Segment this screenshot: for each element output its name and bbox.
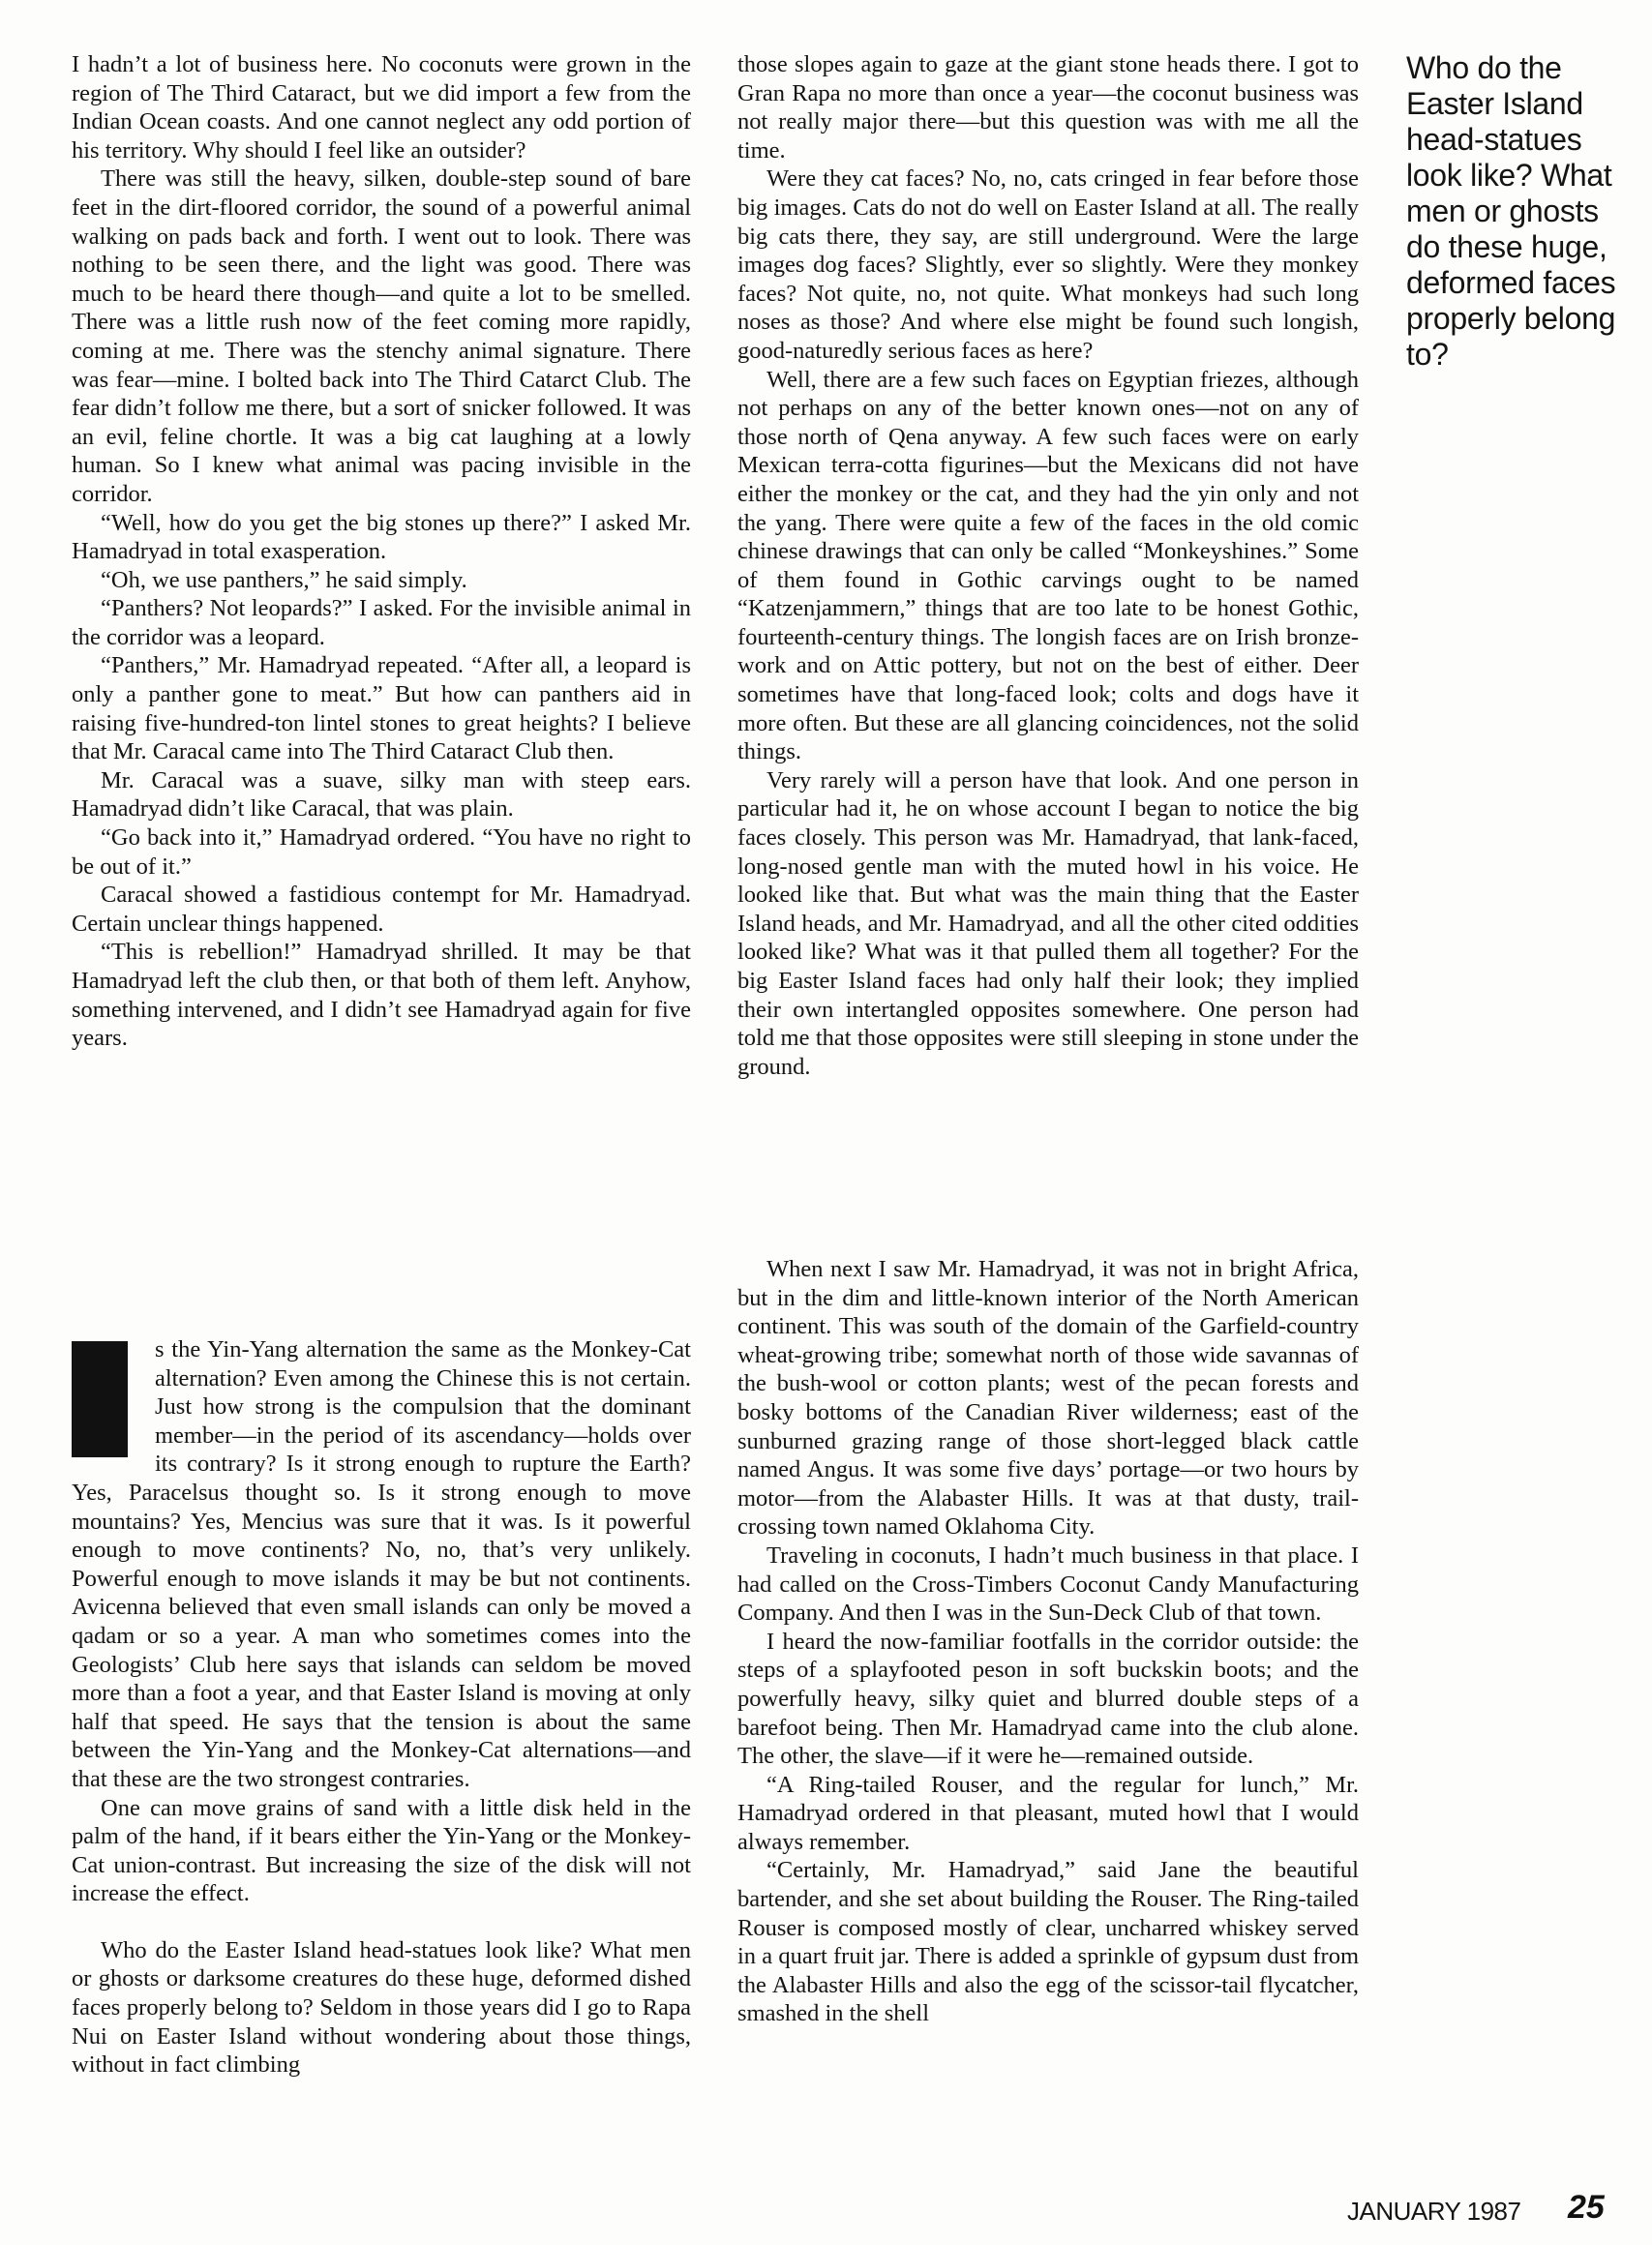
paragraph: “Panthers,” Mr. Hamadryad repeated. “After all, a leopard is only a panther gone to meat.” But how can panthers aid in raising five-hundred-ton lintel stones to great heights? I believe that Mr. Caracal came into The Third Cataract Club then.: [72, 652, 691, 765]
paragraph: Mr. Caracal was a suave, silky man with steep ears. Hamadryad didn’t like Caracal, that was plain.: [72, 766, 691, 823]
paragraph: Caracal showed a fastidious contempt for Mr. Hamadryad. Certain unclear things happened.: [72, 882, 691, 937]
paragraph: I heard the now-familiar footfalls in the corridor outside: the steps of a splayfooted peson in soft buckskin boots; and the powerfully heavy, silky quiet and blurred double steps of a barefoot being. Then Mr. Hamadryad came into the club alone. The other, the slave—if it were he—remained outside.: [737, 1628, 1359, 1770]
middle-column: [737, 50, 1359, 1081]
page-number: 25: [1568, 2189, 1605, 2226]
middle-column-lower: [737, 1255, 1359, 2028]
paragraph: “Go back into it,” Hamadryad ordered. “You have no right to be out of it.”: [72, 824, 691, 880]
paragraph: s the Yin-Yang alternation the same as the Monkey-Cat alternation? Even among the Chinese this is not certain. Just how strong is the compulsion that the dominant member—in the period of its ascendancy—holds over its contrary? Is it strong enough to rupture the Earth? Yes, Paracelsus thought so. Is it strong enough to move mountains? Yes, Mencius was sure that it was. Is it powerful enough to move continents? No, no, that’s very unlikely. Powerful enough to move islands it may be but not continents. Avicenna believed that even small islands can only be moved a qadam or so a year. A man who sometimes comes into the Geologists’ Club here says that islands can seldom be moved more than a foot a year, and that Easter Island is moving at only half that speed. He says that the tension is about the same between the Yin-Yang and the Monkey-Cat alternations—and that these are the two strongest contraries.: [72, 1336, 691, 1792]
paragraph: “Well, how do you get the big stones up there?” I asked Mr. Hamadryad in total exasperation.: [72, 509, 691, 565]
issue-date: JANUARY 1987: [1347, 2197, 1521, 2226]
paragraph: When next I saw Mr. Hamadryad, it was not in bright Africa, but in the dim and little-known interior of the North American continent. This was south of the domain of the Garfield-country wheat-growing tribe; somewhat north of those wide savannas of the bush-wool or cotton plants; west of the pecan forests and bosky bottoms of the Canadian River wilderness; east of the sunburned grazing range of those short-legged black cattle named Angus. It was some five days’ portage—or two hours by motor—from the Alabaster Hills. It was at that dusty, trail-crossing town named Oklahoma City.: [737, 1256, 1359, 1541]
paragraph: There was still the heavy, silken, double-step sound of bare feet in the dirt-floored corridor, the sound of a powerful animal walking on pads back and forth. I went out to look. There was nothing to be seen there, and the light was good. There was much to be heard there though—and quite a lot to be smelled. There was a little rush now of the feet coming more rapidly, coming at me. There was the stenchy animal signature. There was fear—mine. I bolted back into The Third Catarct Club. The fear didn’t follow me there, but a sort of snicker followed. It was an evil, feline chortle. It was a big cat laughing at a lowly human. So I knew what animal was pacing invisible in the corridor.: [72, 165, 691, 507]
paragraph: Well, there are a few such faces on Egyptian friezes, although not perhaps on any of the better known ones—not on any of those north of Qena anyway. A few such faces were on early Mexican terra-cotta figurines—but the Mexicans did not have either the monkey or the cat, and they had the yin only and not the yang. There were quite a few of the faces in the old comic chinese drawings that can only be called “Monkeyshines.” Some of them found in Gothic carvings ought to be named “Katzenjammern,” things that are too late to be honest Gothic, fourteenth-century things. The longish faces are on Irish bronze-work and on Attic pottery, but not on the best of either. Deer sometimes have that long-faced look; colts and dogs have it more often. But these are all glancing coincidences, not the solid things.: [737, 366, 1359, 765]
paragraph: One can move grains of sand with a little disk held in the palm of the hand, if it bears either the Yin-Yang or the Monkey-Cat union-contrast. But increasing the size of the disk will not increase the effect.: [72, 1794, 691, 1907]
paragraph: Very rarely will a person have that look. And one person in particular had it, he on whose account I began to notice the big faces closely. This person was Mr. Hamadryad, that lank-faced, long-nosed gentle man with the muted howl in his voice. He looked like that. But what was the main thing that the Easter Island heads, and Mr. Hamadryad, and all the other cited oddities looked like? What was it that pulled them all together? For the big Easter Island faces had only half their look; they implied their own intertangled opposites somewhere. One person had told me that those opposites were still sleeping in stone under the ground.: [737, 766, 1359, 1080]
paragraph: “This is rebellion!” Hamadryad shrilled. It may be that Hamadryad left the club then, or that both of them left. Anyhow, something intervened, and I didn’t see Hamadryad again for five years.: [72, 939, 691, 1052]
paragraph: Who do the Easter Island head-statues look like? What men or ghosts or darksome creatures do these huge, deformed dished faces properly belong to? Seldom in those years did I go to Rapa Nui on Easter Island without wondering about those things, without in fact climbing: [72, 1936, 691, 2079]
paragraph: Traveling in coconuts, I hadn’t much business in that place. I had called on the Cross-Timbers Coconut Candy Manufacturing Company. And then I was in the Sun-Deck Club of that town.: [737, 1542, 1359, 1627]
paragraph: “Oh, we use panthers,” he said simply.: [101, 566, 467, 593]
paragraph: “A Ring-tailed Rouser, and the regular for lunch,” Mr. Hamadryad ordered in that pleasant, muted howl that I would always remember.: [737, 1771, 1359, 1855]
paragraph: I hadn’t a lot of business here. No coconuts were grown in the region of The Third Cataract, but we did import a few from the Indian Ocean coasts. And one cannot neglect any odd portion of his territory. Why should I feel like an outsider?: [72, 51, 691, 164]
left-column: [72, 50, 691, 1053]
section-two: [72, 1335, 691, 2080]
paragraph: “Certainly, Mr. Hamadryad,” said Jane the beautiful bartender, and she set about building the Rouser. The Ring-tailed Rouser is composed mostly of clear, uncharred whiskey served in a quart fruit jar. There is added a sprinkle of gypsum dust from the Alabaster Hills and also the egg of the scissor-tail flycatcher, smashed in the shell: [737, 1857, 1359, 2027]
paragraph: Were they cat faces? No, no, cats cringed in fear before those big images. Cats do not do well on Easter Island at all. The really big cats there, they say, are still underground. Were the large images dog faces? Slightly, ever so slightly. Were they monkey faces? Not quite, no, not quite. What monkeys had such long noses as those? And where else might be found such longish, good-naturedly serious faces as here?: [737, 165, 1359, 364]
paragraph: “Panthers? Not leopards?” I asked. For the invisible animal in the corridor was a leopard.: [72, 595, 691, 650]
drop-cap: [72, 1341, 128, 1457]
paragraph: those slopes again to gaze at the giant stone heads there. I got to Gran Rapa no more than once a year—the coconut business was not really major there—but this question was with me all the time.: [737, 51, 1359, 164]
pull-quote: Who do the Easter Island head-statues look like? What men or ghosts do these huge, deformed faces properly belong to?: [1406, 50, 1616, 372]
